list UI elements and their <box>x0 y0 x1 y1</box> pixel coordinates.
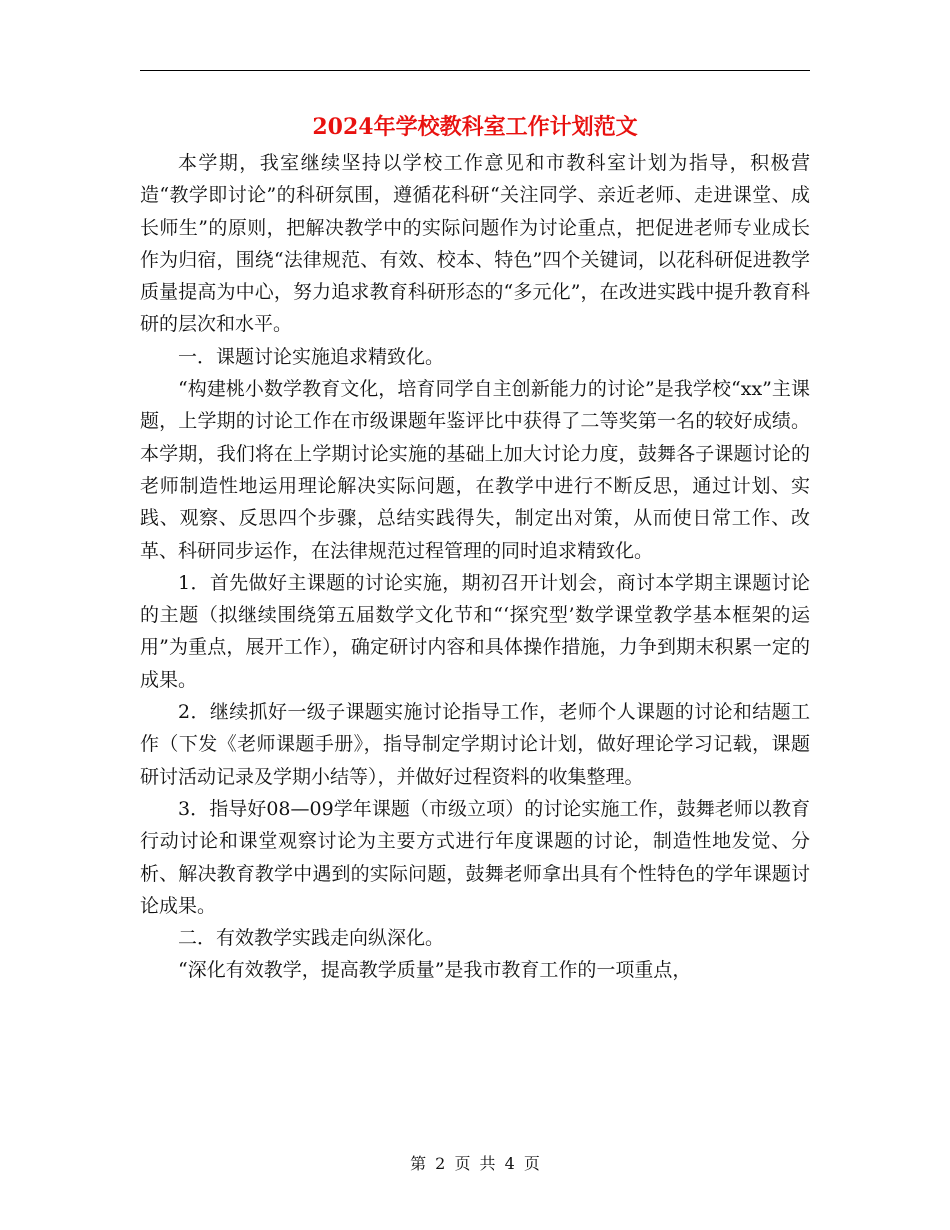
paragraph-effective-teaching: “深化有效教学，提高教学质量”是我市教育工作的一项重点， <box>178 959 692 982</box>
page-number-footer: 第 2 页 共 4 页 <box>410 1154 540 1173</box>
list-item-1: 1．首先做好主课题的讨论实施，期初召开计划会，商讨本学期主课题讨论的主题（拟继续围绕第五届数学文化节和“‘探究型’数学课堂教学基本框架的运用”为重点，展开工作），确定研讨内容和具体操作措施，力争到期末积累一定的成果。 <box>140 571 810 691</box>
heading-section-2: 二．有效教学实践走向纵深化。 <box>178 927 445 950</box>
document-body <box>140 147 810 987</box>
paragraph-main-topic: “构建桃小数学教育文化，培育同学自主创新能力的讨论”是我学校“xx”主课题，上学期的讨论工作在市级课题年鉴评比中获得了二等奖第一名的较好成绩。本学期，我们将在上学期讨论实施的基础上加大讨论力度，鼓舞各子课题讨论的老师制造性地运用理论解决实际问题，在教学中进行不断反思，通过计划、实践、观察、反思四个步骤，总结实践得失，制定出对策，从而使日常工作、改革、科研同步运作，在法律规范过程管理的同时追求精致化。 <box>140 378 810 562</box>
heading-section-1: 一．课题讨论实施追求精致化。 <box>178 345 445 368</box>
list-item-2: 2．继续抓好一级子课题实施讨论指导工作，老师个人课题的讨论和结题工作（下发《老师课题手册》，指导制定学期讨论计划，做好理论学习记载，课题研讨活动记录及学期小结等），并做好过程资料的收集整理。 <box>140 701 810 788</box>
document-title: 2024年学校教科室工作计划范文 <box>312 114 638 140</box>
header-rule <box>140 70 810 71</box>
list-item-3: 3．指导好08—09学年课题（市级立项）的讨论实施工作，鼓舞老师以教育行动讨论和课堂观察讨论为主要方式进行年度课题的讨论，制造性地发觉、分析、解决教育教学中遇到的实际问题，鼓舞老师拿出具有个性特色的学年课题讨论成果。 <box>140 797 810 917</box>
paragraph-intro: 本学期，我室继续坚持以学校工作意见和市教科室计划为指导，积极营造“教学即讨论”的科研氛围，遵循花科研“关注同学、亲近老师、走进课堂、成长师生”的原则，把解决教学中的实际问题作为讨论重点，把促进老师专业成长作为归宿，围绕“法律规范、有效、校本、特色”四个关键词，以花科研促进教学质量提高为中心，努力追求教育科研形态的“多元化”，在改进实践中提升教育科研的层次和水平。 <box>140 152 810 336</box>
